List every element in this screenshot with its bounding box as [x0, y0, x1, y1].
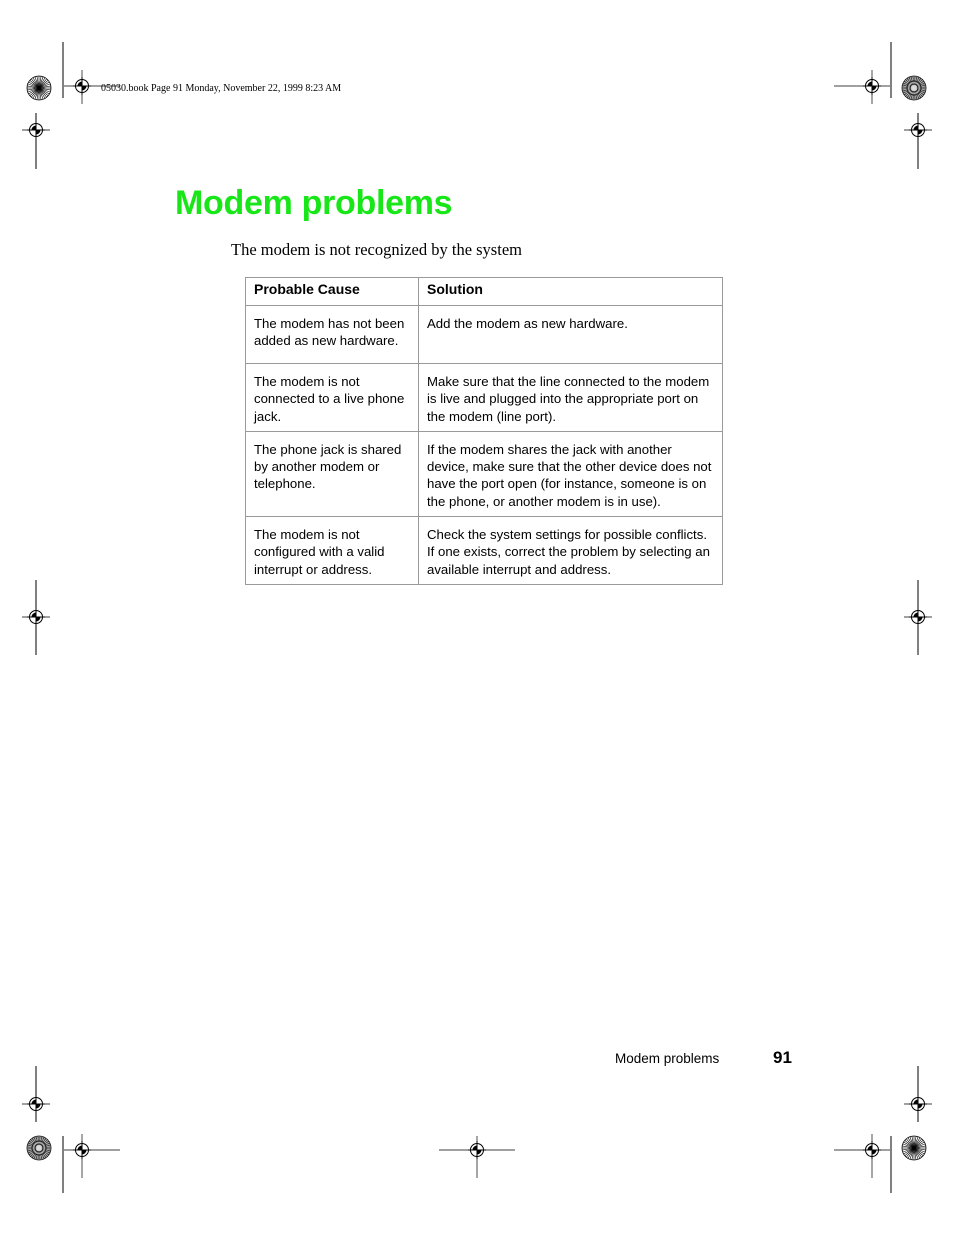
cause-cell: The modem has not been added as new hardware. [246, 306, 419, 364]
table-row [246, 306, 723, 364]
page-number: 91 [773, 1048, 792, 1067]
solution-cell: If the modem shares the jack with another device, make sure that the other device does not have the port open (for instance, someone is on the phone, or another modem is in use). [419, 431, 723, 516]
table-row [246, 364, 723, 432]
starburst-icon [27, 1136, 51, 1160]
cause-cell: The phone jack is shared by another modem or telephone. [246, 431, 419, 516]
starburst-icon [27, 76, 51, 100]
cause-cell: The modem is not connected to a live phone jack. [246, 364, 419, 432]
footer-section-label: Modem problems [615, 1051, 720, 1066]
section-subheading: The modem is not recognized by the system [231, 240, 522, 259]
table-header-row [246, 278, 723, 306]
solution-cell: Check the system settings for possible conflicts. If one exists, correct the problem by selecting an available interrupt and address. [419, 517, 723, 585]
book-info-header: 05030.book Page 91 Monday, November 22, 1999 8:23 AM [101, 83, 342, 94]
header-solution: Solution [419, 278, 723, 306]
cause-cell: The modem is not configured with a valid interrupt or address. [246, 517, 419, 585]
starburst-icon [902, 76, 926, 100]
header-probable-cause: Probable Cause [246, 278, 419, 306]
starburst-icon [902, 1136, 926, 1160]
table-row [246, 517, 723, 585]
troubleshooting-table [245, 277, 723, 585]
page-title: Modem problems [175, 184, 453, 222]
solution-cell: Make sure that the line connected to the modem is live and plugged into the appropriate port on the modem (line port). [419, 364, 723, 432]
table-row [246, 431, 723, 516]
solution-cell: Add the modem as new hardware. [419, 306, 723, 364]
